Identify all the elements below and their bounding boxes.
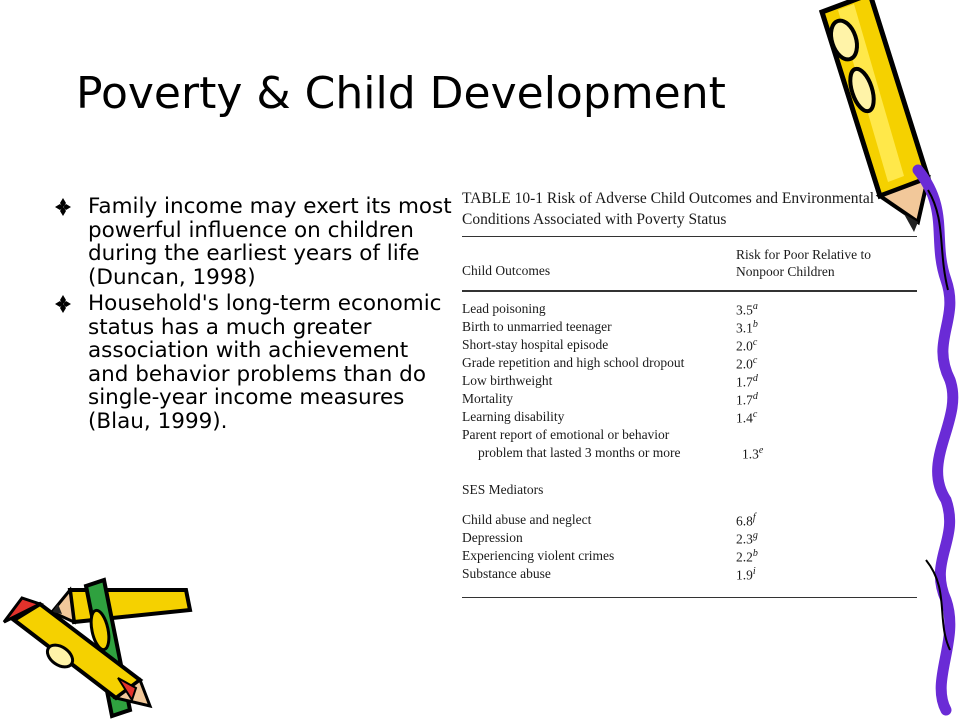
table-row-label: Lead poisoning <box>462 301 546 316</box>
table-row-value: 1.3e <box>742 445 764 462</box>
table-row-label: Mortality <box>462 391 513 406</box>
bullet-text: Household's long-term economic status has a much greater association with achievement and behavior problems than do single-year income measures (Blau, 1999). <box>88 291 442 434</box>
bullet-item <box>52 195 452 289</box>
slide-title: Poverty & Child Development <box>76 68 726 119</box>
table-row-label: problem that lasted 3 months or more <box>478 445 681 460</box>
pencil-icon <box>800 0 960 720</box>
table-row-label: Learning disability <box>462 409 565 424</box>
bullet-list <box>52 195 452 436</box>
bullet-item <box>52 292 452 433</box>
four-diamond-bullet-icon <box>52 294 74 314</box>
crossed-pencils-icon <box>0 560 200 720</box>
table-row-value: 2.0$^c$ <box>736 355 758 372</box>
table-row-value: 2.3$^g$ <box>736 530 758 547</box>
table-row-value: 2.2$^b$ <box>736 548 758 565</box>
table-section-heading: SES Mediators <box>462 482 544 497</box>
column-header-risk-line: Nonpoor Children <box>736 264 835 279</box>
table-row-value: 1.4$^c$ <box>736 409 758 426</box>
table-row-label: Short-stay hospital episode <box>462 337 609 352</box>
table-title-line: TABLE 10-1 Risk of Adverse Child Outcomes and Environmental <box>462 190 875 207</box>
table-row-label: Birth to unmarried teenager <box>462 319 612 334</box>
column-header-risk-line: Risk for Poor Relative to <box>736 247 871 262</box>
column-header-outcomes: Child Outcomes <box>462 263 551 278</box>
four-diamond-bullet-icon <box>52 197 74 217</box>
table-row-label: Depression <box>462 530 523 545</box>
table-row-label: Parent report of emotional or behavior <box>462 427 670 442</box>
table-row-value: 1.7$^d$ <box>736 391 758 408</box>
table-row-value: 3.5$^a$ <box>736 301 758 318</box>
table-row-value: 6.8$^f$ <box>736 512 756 529</box>
table-row-label: Grade repetition and high school dropout <box>462 355 685 370</box>
table-row-label: Low birthweight <box>462 373 553 388</box>
table-row-value: 1.7$^d$ <box>736 373 758 390</box>
table-row-value: 2.0$^c$ <box>736 337 758 354</box>
table-row-label: Experiencing violent crimes <box>462 548 615 563</box>
table-row-value: 1.9$^i$ <box>736 566 756 583</box>
table-row-label: Substance abuse <box>462 566 551 581</box>
table-row-label: Child abuse and neglect <box>462 512 592 527</box>
bullet-text: Family income may exert its most powerful influence on children during the earliest years of life (Duncan, 1998) <box>88 194 452 290</box>
table-title-line: Conditions Associated with Poverty Status <box>462 211 727 228</box>
table-row-value: 3.1$^b$ <box>736 319 758 336</box>
